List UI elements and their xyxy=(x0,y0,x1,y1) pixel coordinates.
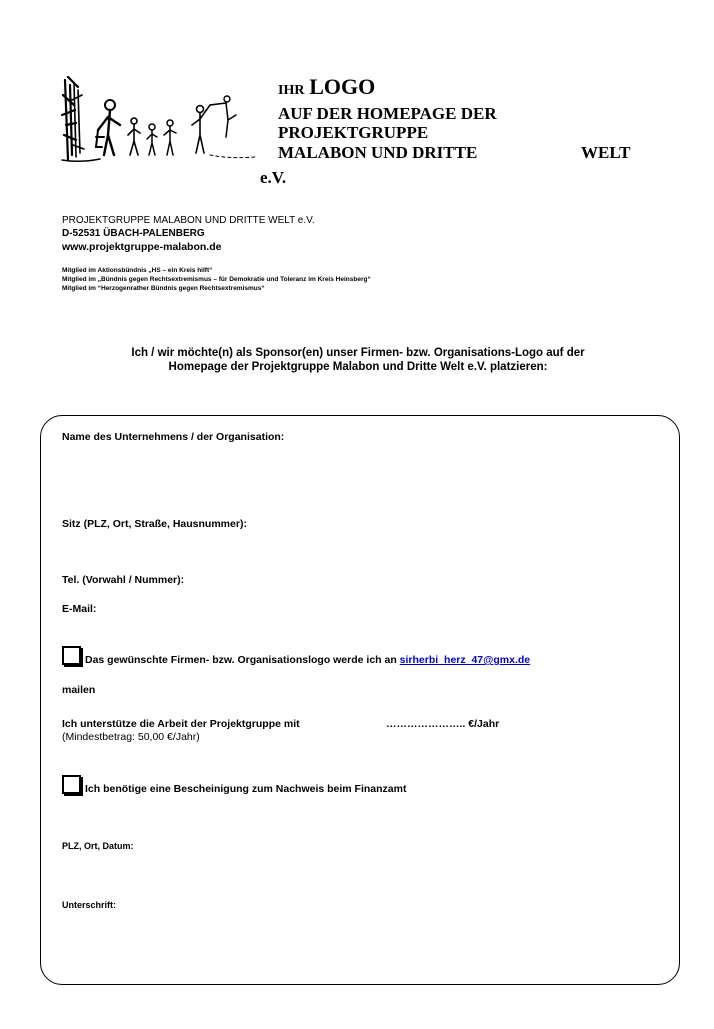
email-link[interactable]: sirherbi_herz_47@gmx.de xyxy=(399,654,531,666)
email-label: E-Mail: xyxy=(62,603,97,615)
logo-mail-checkbox[interactable] xyxy=(62,646,81,665)
heading-line-2: AUF DER HOMEPAGE DER xyxy=(278,104,497,123)
form-box xyxy=(40,415,680,985)
company-name-label: Name des Unternehmens / der Organisation: xyxy=(62,431,285,443)
support-amount-field[interactable]: ………………….. €/Jahr xyxy=(386,718,500,730)
org-website[interactable]: www.projektgruppe-malabon.de xyxy=(62,241,222,253)
heading-line-4 xyxy=(278,143,648,163)
certificate-option xyxy=(62,775,406,795)
logo-mail-option xyxy=(62,646,530,666)
membership-1: Mitglied im Aktionsbündnis „HS – ein Kreis hilft“ xyxy=(62,267,213,274)
heading-line-4a: MALABON UND DRITTE xyxy=(278,143,478,162)
organization-logo xyxy=(60,75,260,165)
intro-line-2: Homepage der Projektgruppe Malabon und Dritte Welt e.V. platzieren: xyxy=(168,361,548,373)
support-line xyxy=(62,718,500,730)
org-name: PROJEKTGRUPPE MALABON UND DRITTE WELT e.V. xyxy=(62,215,315,226)
signature-label: Unterschrift: xyxy=(62,900,117,910)
heading-line-1 xyxy=(278,74,375,100)
heading-line-4b: WELT xyxy=(581,143,631,162)
org-address: D-52531 ÜBACH-PALENBERG xyxy=(62,228,205,239)
logo-mail-text: Das gewünschte Firmen- bzw. Organisationslogo werde ich an xyxy=(85,654,397,666)
intro-line-1: Ich / wir möchte(n) als Sponsor(en) unser Firmen- bzw. Organisations-Logo auf der xyxy=(131,347,585,359)
certificate-text: Ich benötige eine Bescheinigung zum Nachweis beim Finanzamt xyxy=(85,783,407,795)
support-text: Ich unterstütze die Arbeit der Projektgruppe mit xyxy=(62,718,300,730)
membership-3: Mitglied im “Herzogenrather Bündnis gegen Rechtsextremismus“ xyxy=(62,285,265,292)
heading-line-3: PROJEKTGRUPPE xyxy=(278,123,429,142)
logo-mail-continuation: mailen xyxy=(62,684,96,696)
address-label: Sitz (PLZ, Ort, Straße, Hausnummer): xyxy=(62,518,247,530)
membership-2: Mitglied im „Bündnis gegen Rechtsextremismus – für Demokratie und Toleranz im Kreis Heinsberg“ xyxy=(62,276,371,283)
heading-logo: LOGO xyxy=(309,74,376,99)
heading-ihr: IHR xyxy=(278,83,305,98)
certificate-checkbox[interactable] xyxy=(62,775,81,794)
phone-label: Tel. (Vorwahl / Nummer): xyxy=(62,574,185,586)
heading-line-5: e.V. xyxy=(260,168,287,187)
intro-text xyxy=(60,346,656,374)
place-date-label: PLZ, Ort, Datum: xyxy=(62,841,134,851)
minimum-amount: (Mindestbetrag: 50,00 €/Jahr) xyxy=(62,731,200,743)
